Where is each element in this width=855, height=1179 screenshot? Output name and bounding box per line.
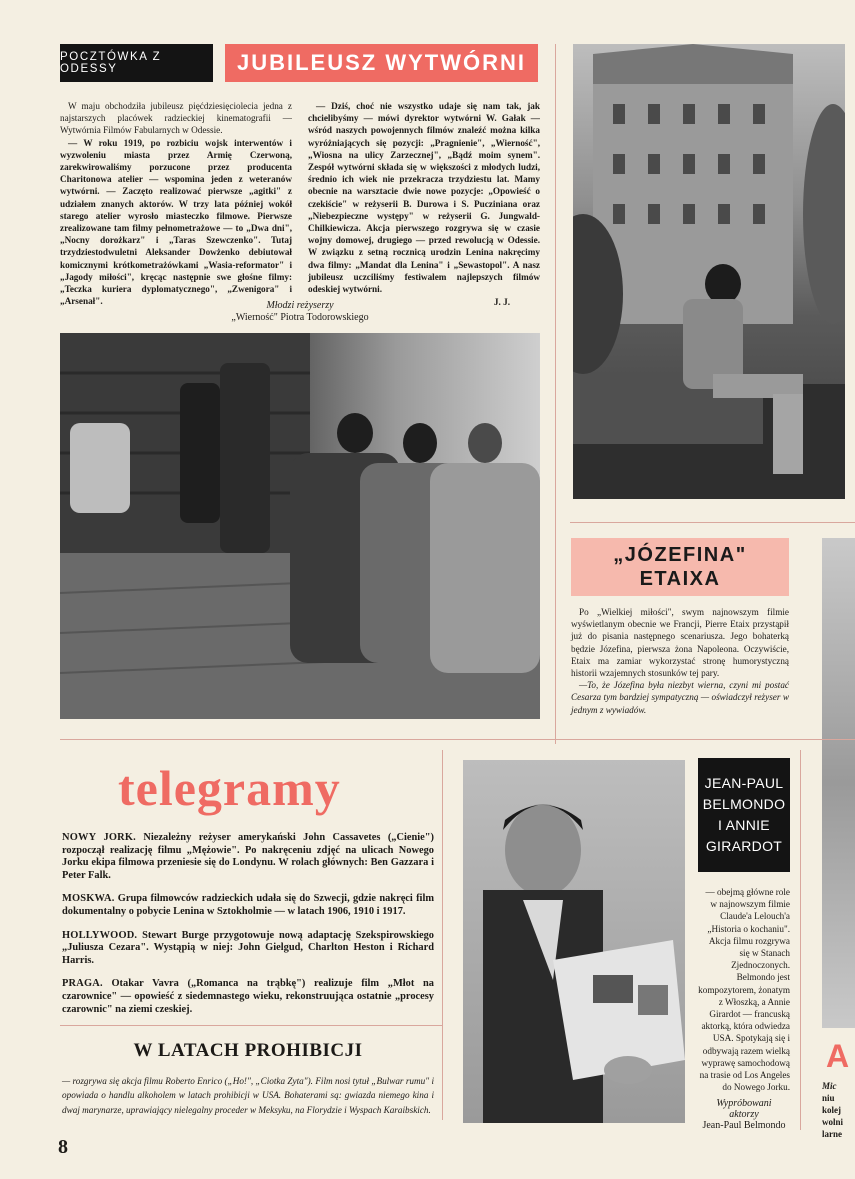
telegram-city: NOWY JORK.	[62, 832, 136, 843]
divider	[60, 739, 855, 740]
telegram-text: Stewart Burge przygotowuje nową adaptację Szekspirowskiego „Juliusza Cezara". Wystąpią w niej: John Gielgud, Charlton Heston i Richard Harris.	[62, 929, 434, 966]
section-label-text: POCZTÓWKA Z ODESSY	[60, 51, 162, 75]
edge-fragment-line: wolni	[822, 1117, 844, 1127]
telegram-text: Otakar Vavra („Romanca na trąbkę") realizuje film „Młot na czarownice" — opowieść z siedemnastego wieku, rekonstruująca ostatnie „procesy czarownic" na ziemi czeskiej.	[62, 978, 434, 1015]
edge-fragment-line: niu	[822, 1093, 835, 1103]
photo-edge-strip	[822, 538, 855, 1028]
telegram-city: MOSKWA.	[62, 893, 115, 905]
photo-belmondo-art	[463, 760, 685, 1123]
telegram-item	[62, 930, 434, 968]
divider	[555, 44, 556, 744]
belmondo-caption-line: aktorzy	[729, 1109, 759, 1120]
etaix-headline-line: ETAIXA	[639, 568, 721, 590]
page-number: 8	[58, 1136, 68, 1158]
edge-fragment-text	[822, 1080, 855, 1140]
belmondo-caption	[690, 1098, 798, 1131]
telegram-text: Grupa filmowców radzieckich udała się do Szwecji, gdzie nakręci film dokumentalny o pobycie Lenina w Sztokholmie — w latach 1906, 1910 i 1917.	[62, 893, 434, 917]
photo-belmondo	[463, 760, 685, 1123]
prohibicja-title: W LATACH PROHIBICJI	[133, 1040, 363, 1061]
article-paragraph: W maju obchodziła jubileusz pięćdziesięciolecia jedna z najstarszych placówek radzieckiej kinematografii — Wytwórnia Filmów Fabularnych w Odessie.	[60, 101, 292, 136]
divider	[570, 522, 855, 523]
belmondo-header-line: GIRARDOT	[705, 838, 783, 854]
telegram-item	[62, 978, 434, 1016]
telegram-item	[62, 893, 434, 918]
telegramy-title: telegramy	[118, 760, 341, 816]
photo-wiernosc-group-art	[60, 333, 540, 719]
divider	[800, 750, 801, 1130]
telegram-city: PRAGA.	[62, 978, 103, 990]
belmondo-header-line: I ANNIE	[718, 817, 770, 833]
etaix-text	[571, 606, 789, 716]
etaix-headline-line: „JÓZEFINA"	[613, 544, 747, 566]
edge-fragment-line: kolej	[822, 1105, 841, 1115]
headline: JUBILEUSZ WYTWÓRNI	[237, 50, 526, 75]
article-paragraph: — W roku 1919, po rozbiciu wojsk interwentów i wyzwoleniu miasta przez Armię Czerwoną, zarekwirowaliśmy porzucone przez producenta Charitonowa atelier — wspomina jeden z weteranów wytwórni. — Zaczęto realizować pierwsze „agitki" z udziałem znanych aktorów. W trzy lata później wokół starego atelier wyrosło miasteczko filmowe. Pierwsze zrealizowane tam filmy pełnometrażowe — to „Dwa dni", „Nocny dorożkarz" i „Taras Szewczenko". Tutaj trzydziestodwuletni Aleksander Dowżenko debiutował komicznymi krótkometrażówkami „Wasia-reformator" i „Jagody miłości", kręcąc następnie swe głośne filmy: „Teczka kuriera dyplomatycznego", „Zwenigora" i „Arsenał".	[60, 137, 292, 307]
belmondo-header	[698, 758, 790, 872]
etaix-headline-banner	[571, 538, 789, 596]
section-label	[60, 44, 213, 82]
telegram-text: Niezależny reżyser amerykański John Cassavetes („Cienie") rozpoczął realizację filmu „Mężowie". Po nakręceniu zdjęć na ulicach Nowego Jorku ekipa filmowa przeniesie się do Londynu. W rolach głównych: Ben Gazzara i Peter Falk.	[62, 832, 434, 881]
etaix-paragraph: —To, że Józefina była niezbyt wierna, czyni mi postać Cesarza tym bardziej sympatyczną — oświadczył reżyser w jednym z wywiadów.	[571, 680, 789, 715]
photo-woman-castle	[573, 44, 845, 499]
photo-woman-castle-art	[573, 44, 845, 499]
article-column-1	[60, 100, 292, 307]
divider	[442, 750, 443, 1120]
article-column-2	[308, 100, 540, 308]
prohibicja-text: — rozgrywa się akcja filmu Roberto Enrico („Ho!", „Ciotka Zyta"). Film nosi tytuł „Bulwar rumu" i opowiada o handlu alkoholem w latach prohibicji w USA. Bohaterami są: gwiazda niemego kina i dwaj marynarze, uprawiający nielegalny proceder w Meksyku, na Florydzie i Wyspach Karaibskich.	[62, 1076, 434, 1115]
telegram-city: HOLLYWOOD.	[62, 929, 138, 941]
photo-caption-line: „Wierność" Piotra Todorowskiego	[231, 312, 369, 323]
telegramy-list	[62, 832, 434, 1027]
edge-fragment-line: Mic	[822, 1081, 837, 1091]
edge-fragment-line: larne	[822, 1129, 842, 1139]
belmondo-header-line: JEAN-PAUL	[704, 775, 784, 791]
photo-caption-line: Młodzi reżyserzy	[266, 300, 334, 311]
headline-banner	[225, 44, 538, 82]
article-paragraph: — Dziś, choć nie wszystko udaje się nam tak, jak chcielibyśmy — mówi dyrektor wytwórni W. Gałak — wśród naszych powojennych filmów znaleźć można kilka wyróżniających się pozycji: „Pragnienie", „Wierność", „Wiosna na ulicy Zarzecznej", „Bądź moim synem". Zespół wytwórni składa się w większości z młodych ludzi, średnio ich wiek nie przekracza trzydziestu lat. Mamy obecnie na warsztacie dwie nowe pozycje: „Opowieść o czekiście" w reżyserii B. Durowa i S. Puczinianа oraz „Niebezpieczne występy" w reżyserii G. Jungwald-Chilkiewicza. Akcja pierwszego rozgrywa się w czasie wojny domowej, drugiego — przed rewolucją w Odessie. W związku z setną rocznicą urodzin Lenina nakręcimy dwa filmy: „Mandat dla Lenina" i „Sewastopol". A nasz jubileusz uczciliśmy festiwalem najlepszych filmów odeskiej wytwórni.	[308, 101, 540, 295]
belmondo-caption-line: Wypróbowani	[716, 1098, 772, 1109]
belmondo-text: — obejmą główne role w najnowszym filmie Claude'a Lelouch'a „Historia o kochaniu". Akcja filmu rozgrywa się w Stanach Zjednoczonych. Belmondo jest kompozytorem, żonatym z Włoszką, a Annie Girardot — francuską aktorką, która odwiedza USA. Spotykają się i odbywają razem wielką wyprawę samochodową na trasie od Los Angeles do Nowego Jorku.	[698, 887, 790, 1093]
photo-wiernosc-group	[60, 333, 540, 719]
belmondo-header-line: BELMONDO	[702, 796, 786, 812]
telegram-item	[62, 832, 434, 882]
belmondo-caption-line: Jean-Paul Belmondo	[702, 1120, 786, 1131]
edge-fragment-letter: A	[826, 1038, 850, 1074]
photo-caption-wiernosc	[180, 300, 420, 324]
article-signature: J. J.	[493, 297, 510, 308]
etaix-paragraph: Po „Wielkiej miłości", swym najnowszym filmie wyświetlanym obecnie we Francji, Pierre Etaix przystąpił już do pisania następnego scenariusza. Jego bohaterką będzie Józefina, pierwsza żona Napoleona. Oczywiście, Etaix ma zamiar wykorzystać stronę humorystyczną historii wzajemnych stosunków tej pary.	[571, 607, 789, 679]
